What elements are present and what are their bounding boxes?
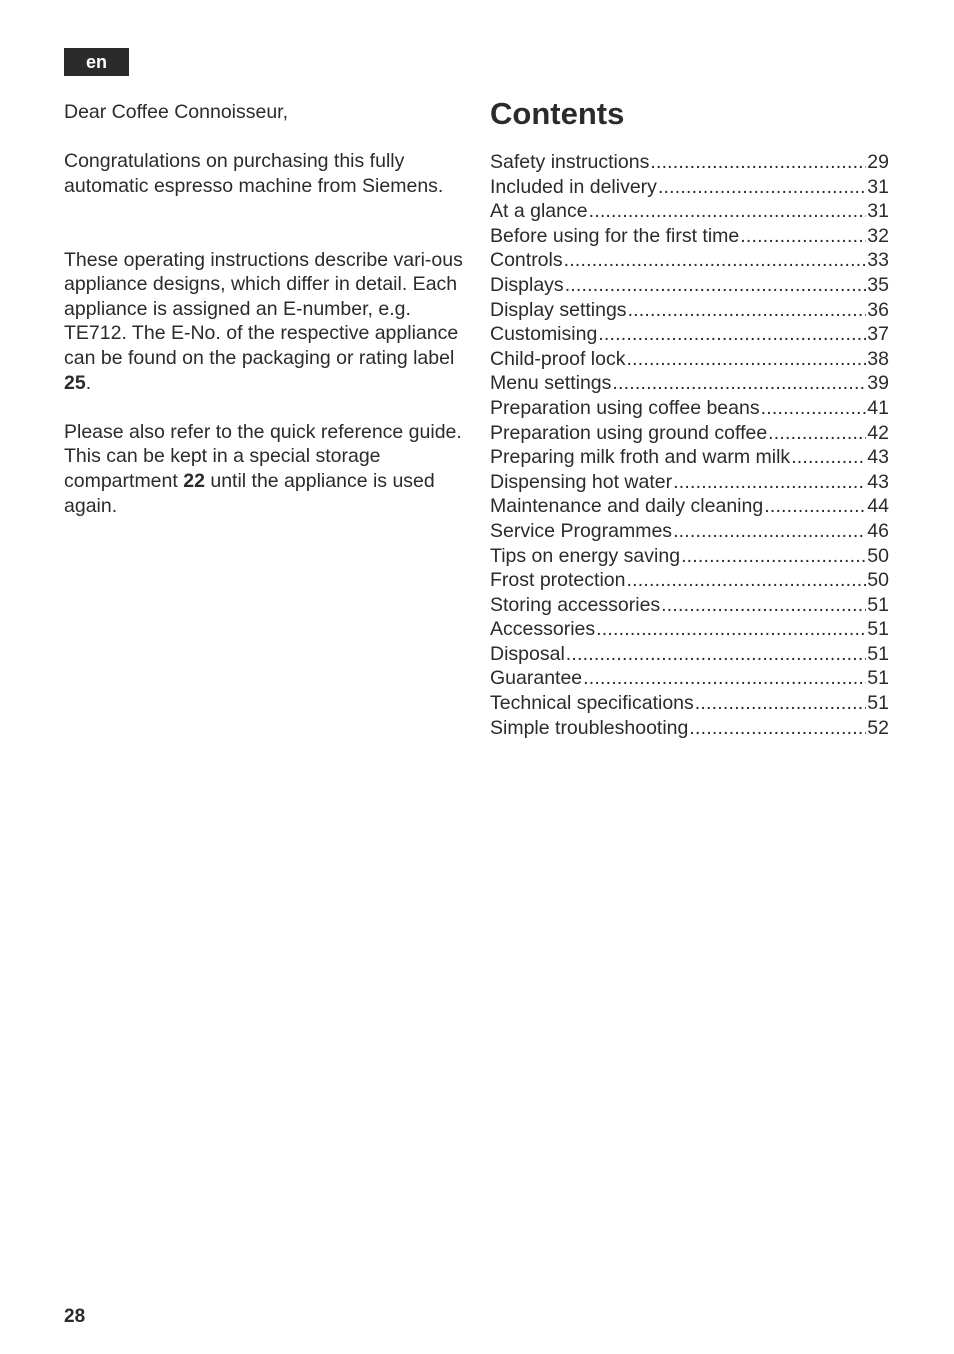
toc-entry-title: Displays [490,273,564,296]
toc-leader-dots [626,568,866,593]
toc-entry-title: Included in delivery [490,175,657,198]
toc-entry-page: 32 [867,224,889,247]
toc-entry-title: Dispensing hot water [490,470,673,493]
toc-entry-title: Safety instructions [490,151,650,173]
toc-entry-title: Technical specifications [490,692,694,715]
toc-leader-dots [764,494,866,519]
toc-entry[interactable] [490,666,889,691]
toc-entry-title: Child-proof lock [490,347,626,370]
toc-entry[interactable] [490,494,889,519]
toc-entry-page: 52 [867,716,889,739]
toc-entry-title: Customising [490,323,598,346]
toc-entry[interactable] [490,396,889,421]
quickref-text: Please also refer to the quick reference guide. This can be kept in a special storage compartment [64,420,462,492]
toc-entry-page: 50 [867,544,889,567]
toc-entry-title: Before using for the first time [490,224,740,247]
toc-entry-page: 33 [867,249,889,272]
toc-entry[interactable] [490,224,889,249]
greeting-text: Dear Coffee Connoisseur, [64,101,289,123]
toc-leader-dots [565,273,867,298]
page-number: 28 [64,1306,86,1327]
toc-entry[interactable] [490,470,889,495]
quickref-end: until the appliance is used again. [64,469,435,517]
toc-entry[interactable] [490,347,889,372]
toc-entry-page: 51 [867,692,889,715]
toc-entry-page: 29 [867,151,889,173]
quick-reference-paragraph [64,420,468,518]
toc-leader-dots [740,224,866,249]
toc-entry-page: 37 [867,323,889,346]
toc-leader-dots [566,642,867,667]
toc-entry-page: 44 [867,495,889,518]
toc-entry-page: 51 [867,593,889,616]
toc-entry[interactable] [490,175,889,200]
toc-leader-dots [650,150,866,175]
toc-entry-title: At a glance [490,200,588,223]
toc-entry-page: 43 [867,446,889,469]
table-of-contents [490,150,889,740]
toc-entry-page: 51 [867,667,889,690]
toc-leader-dots [768,421,866,446]
toc-entry[interactable] [490,716,889,741]
toc-entry-title: Menu settings [490,372,612,395]
congratulations-text: Congratulations on purchasing this fully automatic espresso machine from Siemens. [64,150,444,197]
language-tab: en [64,48,129,76]
toc-leader-dots [628,298,867,323]
toc-entry-title: Preparing milk froth and warm milk [490,446,791,469]
toc-leader-dots [658,175,866,200]
toc-entry[interactable] [490,322,889,347]
toc-entry-page: 42 [867,421,889,444]
toc-leader-dots [626,347,866,372]
toc-entry-title: Preparation using coffee beans [490,396,760,419]
toc-entry[interactable] [490,568,889,593]
designs-paragraph [64,248,468,396]
intro-column [64,100,468,518]
toc-entry[interactable] [490,642,889,667]
toc-entry-page: 38 [867,347,889,370]
toc-entry-title: Preparation using ground coffee [490,421,768,444]
toc-entry[interactable] [490,617,889,642]
toc-leader-dots [761,396,867,421]
toc-entry[interactable] [490,593,889,618]
toc-entry[interactable] [490,199,889,224]
toc-leader-dots [612,371,866,396]
contents-heading: Contents [490,96,625,131]
toc-entry[interactable] [490,273,889,298]
toc-entry[interactable] [490,519,889,544]
toc-leader-dots [589,199,867,224]
toc-leader-dots [695,691,867,716]
toc-entry-page: 31 [867,200,889,223]
toc-entry-page: 36 [867,298,889,321]
toc-entry-page: 50 [867,569,889,592]
toc-leader-dots [673,519,866,544]
toc-entry[interactable] [490,691,889,716]
toc-leader-dots [681,544,866,569]
toc-entry[interactable] [490,150,889,175]
rating-label-ref: 25 [64,371,86,394]
toc-entry-title: Display settings [490,298,627,321]
toc-leader-dots [673,470,866,495]
toc-entry-page: 51 [867,642,889,665]
toc-leader-dots [598,322,866,347]
toc-entry-title: Tips on energy saving [490,544,681,567]
toc-entry-page: 51 [867,618,889,641]
toc-leader-dots [596,617,866,642]
storage-compartment-ref: 22 [183,469,205,492]
toc-entry[interactable] [490,371,889,396]
toc-entry-title: Service Programmes [490,519,673,542]
toc-leader-dots [583,666,866,691]
toc-entry[interactable] [490,248,889,273]
toc-entry[interactable] [490,298,889,323]
toc-leader-dots [689,716,866,741]
toc-entry-title: Simple troubleshooting [490,716,689,739]
toc-entry-page: 31 [867,175,889,198]
toc-entry[interactable] [490,445,889,470]
toc-entry[interactable] [490,421,889,446]
toc-entry-title: Storing accessories [490,593,661,616]
toc-entry-title: Disposal [490,642,565,665]
toc-entry-page: 35 [867,273,889,296]
toc-entry-page: 39 [867,372,889,395]
toc-entry-title: Guarantee [490,667,583,690]
toc-leader-dots [791,445,866,470]
toc-entry-page: 46 [867,519,889,542]
toc-entry-title: Accessories [490,618,596,641]
toc-entry-title: Frost protection [490,569,626,592]
toc-leader-dots [661,593,866,618]
toc-entry[interactable] [490,544,889,569]
designs-end: . [85,371,92,394]
designs-text: These operating instructions describe vari-ous appliance designs, which differ in detail. Each appliance is assigned an E-number, e.g. TE712. The E-No. of the respective appliance can be found on the packaging or rating label [64,248,463,369]
toc-entry-title: Controls [490,249,563,272]
toc-entry-title: Maintenance and daily cleaning [490,495,764,518]
toc-entry-page: 41 [867,396,889,419]
toc-entry-page: 43 [867,470,889,493]
toc-leader-dots [564,248,867,273]
